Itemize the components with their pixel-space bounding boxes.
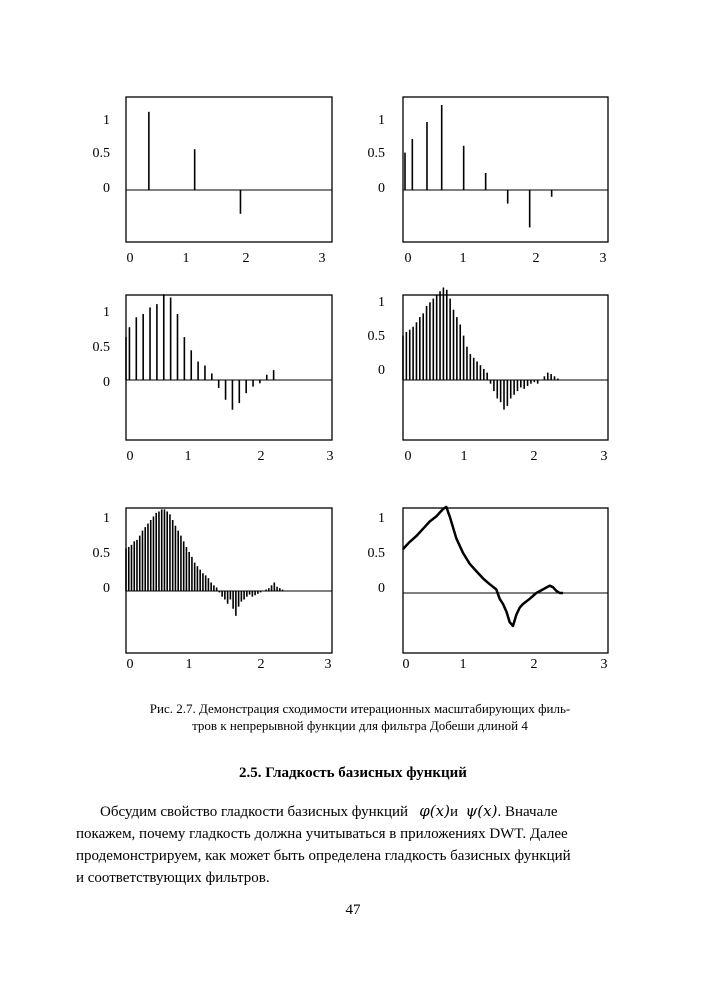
chart-1-y-tick-label: 0.5 [92, 146, 110, 161]
chart-4-x-tick-label: 2 [530, 449, 538, 464]
caption-line-1: Рис. 2.7. Демонстрация сходимости итерационных масштабирующих филь- [149, 701, 571, 716]
chart-4-x-tick-label: 3 [600, 449, 608, 464]
chart-6-x-tick-label: 0 [402, 657, 410, 672]
chart-6-x-tick-label: 2 [530, 657, 538, 672]
chart-4-y-tick-label: 0.5 [367, 329, 385, 344]
chart-1-x-tick-label: 1 [182, 251, 190, 266]
chart-5-x-tick-label: 3 [324, 657, 332, 672]
chart-4-y-tick-label: 0 [378, 363, 385, 378]
chart-3-x-tick-label: 2 [257, 449, 265, 464]
body-paragraph [76, 800, 638, 889]
chart-2-x-tick-label: 2 [532, 251, 540, 266]
paragraph-line-2: покажем, почему гладкость должна учитываться в приложениях DWT. Далее [76, 826, 568, 842]
chart-6-x-tick-label: 3 [600, 657, 608, 672]
chart-1-x-tick-label: 2 [242, 251, 250, 266]
chart-5-x-tick-label: 2 [257, 657, 265, 672]
paragraph-line-3: продемонстрируем, как может быть определена гладкость базисных функций [76, 848, 571, 864]
chart-4-y-tick-label: 1 [378, 295, 385, 310]
chart-1-y-tick-label: 1 [103, 113, 110, 128]
chart-6-curve [403, 507, 563, 626]
chart-2-y-tick-label: 1 [378, 113, 385, 128]
chart-1-x-tick-label: 0 [126, 251, 134, 266]
chart-4-x-tick-label: 1 [460, 449, 468, 464]
chart-6-y-tick-label: 0.5 [367, 546, 385, 561]
chart-2-y-tick-label: 0.5 [367, 146, 385, 161]
and-word: и [449, 804, 458, 820]
chart-5-y-tick-label: 1 [103, 511, 110, 526]
chart-5-y-tick-label: 0 [103, 581, 110, 596]
paragraph-text: . Вначале [497, 804, 558, 820]
chart-6-y-tick-label: 0 [378, 581, 385, 596]
paragraph-line-4: и соответствующих фильтров. [76, 870, 270, 886]
chart-2-x-tick-label: 1 [459, 251, 467, 266]
figure-caption [60, 700, 660, 734]
chart-3-x-tick-label: 3 [326, 449, 334, 464]
chart-1-frame [126, 97, 332, 242]
chart-3-x-tick-label: 0 [126, 449, 134, 464]
chart-2-frame [403, 97, 608, 242]
psi-formula: ψ(x) [465, 802, 498, 820]
chart-1-y-tick-label: 0 [103, 181, 110, 196]
chart-6-y-tick-label: 1 [378, 511, 385, 526]
chart-4-x-tick-label: 0 [404, 449, 412, 464]
chart-5-x-tick-label: 0 [126, 657, 134, 672]
phi-formula: φ(x) [419, 802, 450, 820]
chart-3-y-tick-label: 0.5 [92, 340, 110, 355]
chart-6-frame [403, 508, 608, 653]
page-number: 47 [345, 902, 361, 918]
chart-3-y-tick-label: 1 [103, 305, 110, 320]
chart-5-x-tick-label: 1 [185, 657, 193, 672]
caption-line-2: тров к непрерывной функции для фильтра Добеши длиной 4 [192, 718, 528, 733]
paragraph-line-1 [76, 800, 638, 823]
section-title: 2.5. Гладкость базисных функций [239, 765, 467, 781]
chart-3-y-tick-label: 0 [103, 375, 110, 390]
chart-5-y-tick-label: 0.5 [92, 546, 110, 561]
chart-6-x-tick-label: 1 [459, 657, 467, 672]
chart-1-x-tick-label: 3 [318, 251, 326, 266]
chart-2-x-tick-label: 0 [404, 251, 412, 266]
paragraph-text: Обсудим свойство гладкости базисных функций [100, 804, 409, 820]
chart-2-x-tick-label: 3 [599, 251, 607, 266]
chart-3-x-tick-label: 1 [184, 449, 192, 464]
chart-2-y-tick-label: 0 [378, 181, 385, 196]
